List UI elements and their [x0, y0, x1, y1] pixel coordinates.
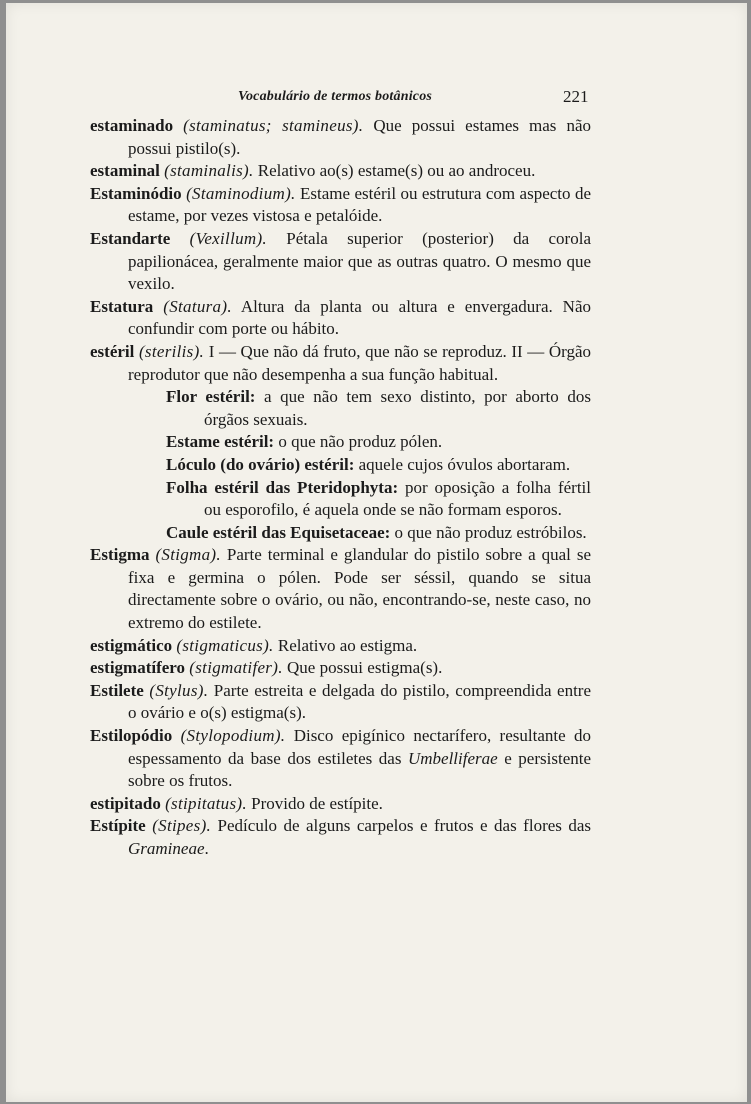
glossary-entry — [90, 296, 591, 341]
subentry-definition: a que não tem sexo distinto, por aborto dos órgãos sexuais. — [204, 387, 591, 429]
entry-term: Estilete — [90, 680, 144, 700]
book-page — [6, 3, 747, 1102]
entry-definition: Pétala superior (posterior) da corola papilionácea, geralmente maior que as outras quatro. O mesmo que vexilo. — [128, 228, 591, 294]
glossary-entry — [90, 680, 591, 725]
entry-latin: (stigmatifer). — [189, 658, 283, 678]
glossary-subentry — [90, 522, 591, 545]
entry-definition: Pedículo de alguns carpelos e frutos e das flores das — [211, 816, 592, 836]
entry-definition-end: . — [204, 839, 209, 858]
entry-term: estigmático — [90, 635, 173, 655]
glossary-entry — [90, 815, 591, 860]
entry-term: estaminal — [90, 161, 160, 181]
entry-definition: Relativo ao estigma. — [273, 635, 418, 655]
entry-term: Estípite — [90, 816, 146, 836]
entry-term: estigmatífero — [90, 658, 186, 678]
glossary-entry — [90, 793, 591, 816]
entry-term: Estandarte — [90, 228, 171, 248]
entry-definition: Provido de estípite. — [246, 793, 383, 813]
entry-definition: Altura da planta ou altura e envergadura. Não confundir com porte ou hábito. — [128, 296, 592, 339]
glossary-entry — [90, 635, 591, 658]
running-title: Vocabulário de termos botânicos — [238, 89, 433, 104]
entry-latin: (sterilis). — [138, 341, 205, 361]
subentry-term: Flor estéril: — [166, 387, 256, 407]
entry-latin: (Staminodium). — [186, 183, 296, 203]
entry-definition-end: e persistente sobre os frutos. — [128, 748, 592, 791]
entry-latin: (Stipes). — [152, 816, 212, 836]
entry-latin: (staminalis). — [164, 161, 254, 181]
entry-term: Estigma — [90, 545, 150, 565]
subentry-definition: o que não produz pólen. — [274, 432, 443, 452]
entry-term: Estatura — [90, 296, 154, 316]
entry-latin: (Vexillum). — [189, 228, 267, 248]
entry-term: estaminado — [90, 116, 174, 135]
subentry-definition: o que não produz estróbilos. — [390, 522, 587, 542]
entry-term: estéril — [90, 341, 135, 361]
glossary-entry — [90, 183, 591, 228]
entry-term: Estaminódio — [90, 183, 182, 203]
glossary-subentry — [90, 431, 591, 454]
entry-latin: (staminatus; stamineus). — [183, 116, 364, 135]
entry-latin: (stipitatus). — [165, 793, 247, 813]
subentry-definition: por oposição a folha fértil ou esporofilo, é aquela onde se não formam esporos. — [204, 477, 591, 520]
entry-definition: Estame estéril ou estrutura com aspecto de estame, por vezes vistosa e petalóide. — [128, 183, 592, 226]
subentry-definition: aquele cujos óvulos abortaram. — [354, 454, 571, 474]
entry-definition: Que possui estames mas não possui pistilo(s). — [128, 116, 591, 158]
glossary-subentry — [90, 454, 591, 477]
glossary-entry — [90, 341, 591, 386]
entry-latin: (Stigma). — [155, 545, 221, 565]
glossary-entry — [90, 115, 591, 160]
entry-taxon: Gramineae — [128, 839, 205, 858]
page-number: 221 — [563, 87, 589, 106]
glossary-entry — [90, 657, 591, 680]
glossary-entry — [90, 725, 591, 793]
entry-latin: (stigmaticus). — [176, 635, 274, 655]
entry-term: estipitado — [90, 793, 161, 813]
entry-definition: Parte estreita e delgada do pistilo, compreendida entre o ovário e o(s) estigma(s). — [128, 680, 591, 723]
glossary-entry — [90, 544, 591, 634]
entry-latin: (Stylus). — [149, 680, 209, 700]
glossary-entry — [90, 228, 591, 296]
entry-taxon: Umbelliferae — [407, 748, 498, 768]
entry-definition: Parte terminal e glandular do pistilo sobre a qual se fixa e germina o pólen. Pode ser séssil, quando se situa directamente sobre o ovário, ou não, encontrando-se, neste caso, no extremo do estilete. — [128, 545, 592, 633]
entry-latin: (Statura). — [163, 296, 232, 316]
subentry-term: Folha estéril das Pteridophyta: — [166, 477, 399, 497]
entry-term: Estilopódio — [90, 726, 173, 746]
glossary-subentry — [90, 477, 591, 522]
glossary-entries — [90, 115, 591, 861]
entry-definition: Que possui estigma(s). — [282, 658, 443, 678]
entry-definition: Disco epigínico nectarífero, resultante do espessamento da base dos estiletes das — [128, 726, 591, 768]
subentry-term: Estame estéril: — [166, 432, 275, 452]
glossary-subentry — [90, 386, 591, 431]
entry-definition: I — Que não dá fruto, que não se reproduz. II — Órgão reprodutor que não desempenha a sua função habitual. — [128, 341, 591, 384]
subentry-term: Caule estéril das Equisetaceae: — [166, 522, 391, 542]
subentry-term: Lóculo (do ovário) estéril: — [166, 454, 355, 474]
entry-definition: Relativo ao(s) estame(s) ou ao androceu. — [253, 161, 536, 181]
entry-latin: (Stylopodium). — [180, 726, 286, 746]
running-header — [6, 89, 747, 111]
glossary-entry — [90, 160, 591, 183]
